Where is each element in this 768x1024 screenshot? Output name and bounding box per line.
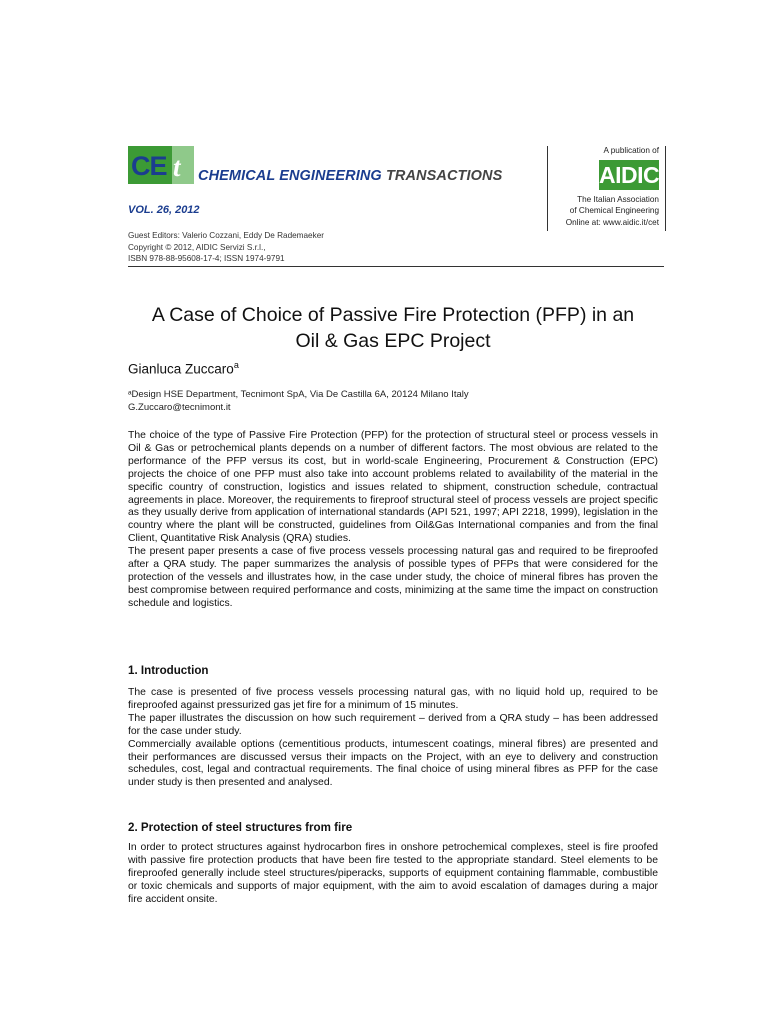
svg-text:CE: CE (131, 151, 167, 181)
publisher-url[interactable]: Online at: www.aidic.it/cet (565, 217, 659, 227)
title-line: Oil & Gas EPC Project (295, 330, 491, 352)
body-paragraph: In order to protect structures against hydrocarbon fires in onshore petrochemical complexes, steel is fire proofed with passive fire protection products that have been fire tested to the appropriate standard. Steel elements to be fireproofed generally include steel structures/piperacks, supports of equipment containing flammable, combustible or toxic chemicals and supports of major equipment, with the aim to avoid escalation of damages during a major fire accident onsite. (128, 842, 658, 905)
author-name: Gianluca Zuccaro (128, 361, 234, 377)
publisher-line: of Chemical Engineering (569, 206, 659, 216)
author (128, 360, 239, 377)
cet-logo-icon (128, 146, 194, 184)
journal-logo (128, 146, 194, 184)
meta-line: Guest Editors: Valerio Cozzani, Eddy De Rademaeker (128, 231, 324, 240)
author-email[interactable]: G.Zuccaro@tecnimont.it (128, 402, 231, 413)
abstract-paragraph: The choice of the type of Passive Fire Protection (PFP) for the protection of structural steel or process vessels in Oil & Gas or petrochemical plants depends on a number of different factors. The most obvious are related to the performance of the PFP versus its cost, but in world-scale Engineering, Procurement & Construction (EPC) projects the choice of one PFP must also take into account problems related to availability of the material in the specific country of construction, logistics and issues related to shipment, construction schedule, contractual agreements in place. Moreover, the requirements to fireproof structural steel of process vessels are project specific as they usually derive from application of international standards (API 521, 1997; API 2218, 1999), legislation in the country where the plant will be constructed, guidelines from Oil&Gas International companies and from the final Client, Quantitative Risk Analysis (QRA) studies. (128, 430, 658, 545)
section-introduction-body (128, 687, 658, 790)
journal-title (198, 168, 502, 184)
svg-text:t: t (173, 152, 181, 182)
author-affil-mark: a (233, 360, 239, 370)
meta-line: Copyright © 2012, AIDIC Servizi S.r.l., (128, 242, 266, 252)
affiliation-address: ᵃDesign HSE Department, Tecnimont SpA, Via De Castilla 6A, 20124 Milano Italy (128, 389, 469, 400)
aidic-logo: AIDIC (599, 162, 660, 188)
abstract (128, 430, 658, 611)
publisher-label: A publication of (603, 146, 659, 155)
affiliation (128, 388, 469, 414)
editorial-meta (128, 230, 324, 265)
section-heading-protection: 2. Protection of steel structures from fire (128, 821, 353, 834)
body-paragraph: Commercially available options (cementitious products, intumescent coatings, mineral fibres) are presented and their performances are discussed versus their impacts on the Project, with an eye to delivery and construction schedules, cost, legal and contractual requirements. The final choice of using mineral fibres as PFP for the case under study is then presented and analysed. (128, 738, 658, 789)
journal-title-sub: TRANSACTIONS (385, 168, 503, 184)
publisher-line: The Italian Association (577, 195, 659, 204)
publisher-box (547, 146, 666, 231)
abstract-paragraph: The present paper presents a case of five process vessels processing natural gas and required to be fireproofed after a QRA study. The paper summarizes the analysis of possible types of PFPs that were considered for the protection of the vessels and illustrates how, in the case under study, the choice of mineral fibres has proven the best compromise between required performance and costs, minimizing at the same time the impact on construction schedule and logistics. (128, 546, 658, 609)
publisher-info (566, 194, 659, 228)
paper-title (128, 302, 658, 354)
body-paragraph: The case is presented of five process vessels processing natural gas, with no liquid hold up, required to be fireproofed against pressurized gas jet fire for a minimum of 15 minutes. (128, 687, 658, 711)
volume-label: VOL. 26, 2012 (128, 204, 200, 216)
meta-line: ISBN 978-88-95608-17-4; ISSN 1974-9791 (128, 254, 285, 263)
header-divider (128, 266, 664, 267)
section-protection-body (128, 842, 658, 907)
journal-title-main: CHEMICAL ENGINEERING (198, 168, 382, 184)
title-line: A Case of Choice of Passive Fire Protection (PFP) in an (151, 304, 635, 326)
body-paragraph: The paper illustrates the discussion on how such requirement – derived from a QRA study – has been addressed for the case under study. (128, 712, 658, 737)
section-heading-introduction: 1. Introduction (128, 664, 209, 677)
